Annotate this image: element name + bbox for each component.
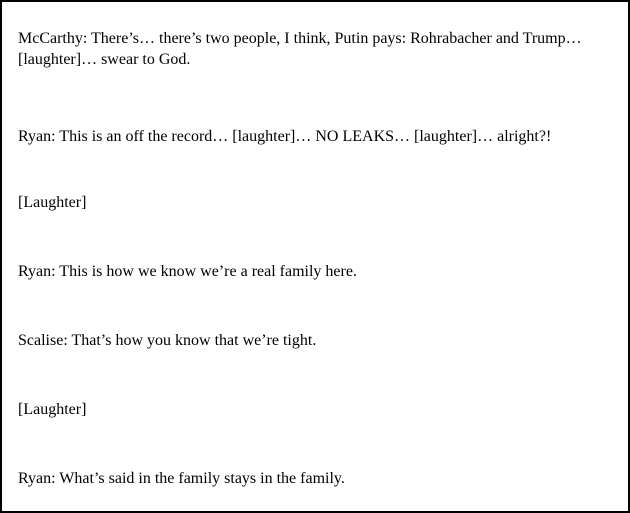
transcript-line-scalise: Scalise: That’s how you know that we’re tight. <box>18 332 317 349</box>
transcript-line-laughter: [Laughter] <box>18 194 87 211</box>
transcript-line-laughter: [Laughter] <box>18 401 87 418</box>
transcript-line-ryan-stays: Ryan: What’s said in the family stays in the family. <box>18 470 345 487</box>
transcript-line-mccarthy: McCarthy: There’s… there’s two people, I think, Putin pays: Rohrabacher and Trump… [laughter]… swear to God. <box>18 30 582 68</box>
transcript-line-ryan-family: Ryan: This is how we know we’re a real family here. <box>18 263 357 280</box>
transcript-line-ryan-off-record: Ryan: This is an off the record… [laughter]… NO LEAKS… [laughter]… alright?! <box>18 128 552 145</box>
